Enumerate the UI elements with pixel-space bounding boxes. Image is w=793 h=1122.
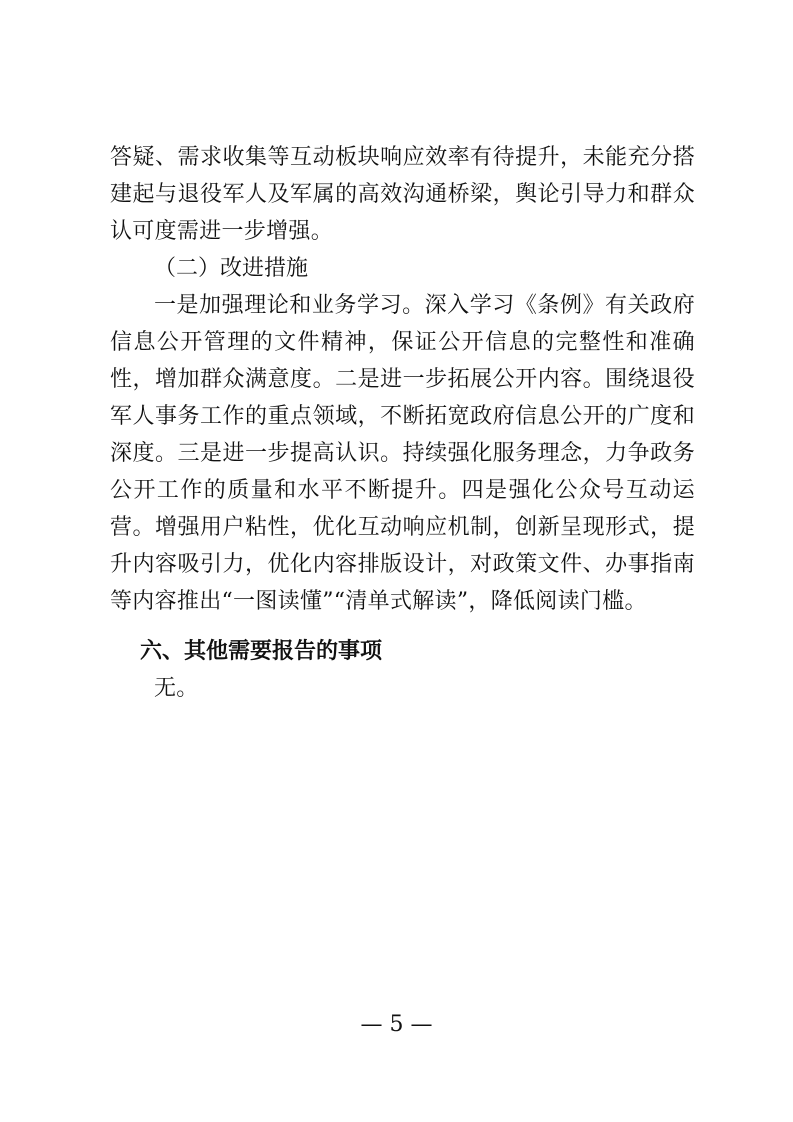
paragraph-interaction-issues: 答疑、需求收集等互动板块响应效率有待提升，未能充分搭建起与退役军人及军属的高效沟通桥梁，舆论引导力和群众认可度需进一步增强。 <box>110 145 695 244</box>
subheading-improvement-measures: （二）改进措施 <box>154 256 309 281</box>
paragraph-improvement-details: 一是加强理论和业务学习。深入学习《条例》有关政府信息公开管理的文件精神，保证公开信息的完整性和准确性，增加群众满意度。二是进一步拓展公开内容。围绕退役军人事务工作的重点领域，不断拓宽政府信息公开的广度和深度。三是进一步提高认识。持续强化服务理念，力争政务公开工作的质量和水平不断提升。四是强化公众号互动运营。增强用户粘性，优化互动响应机制，创新呈现形式，提升内容吸引力，优化内容排版设计，对政策文件、办事指南等内容推出“一图读懂”“清单式解读”，降低阅读门槛。 <box>110 293 695 614</box>
page-number: — 5 — <box>360 1012 433 1037</box>
document-body <box>110 139 695 707</box>
heading-other-matters: 六、其他需要报告的事项 <box>140 639 383 664</box>
paragraph-none: 无。 <box>154 676 199 701</box>
